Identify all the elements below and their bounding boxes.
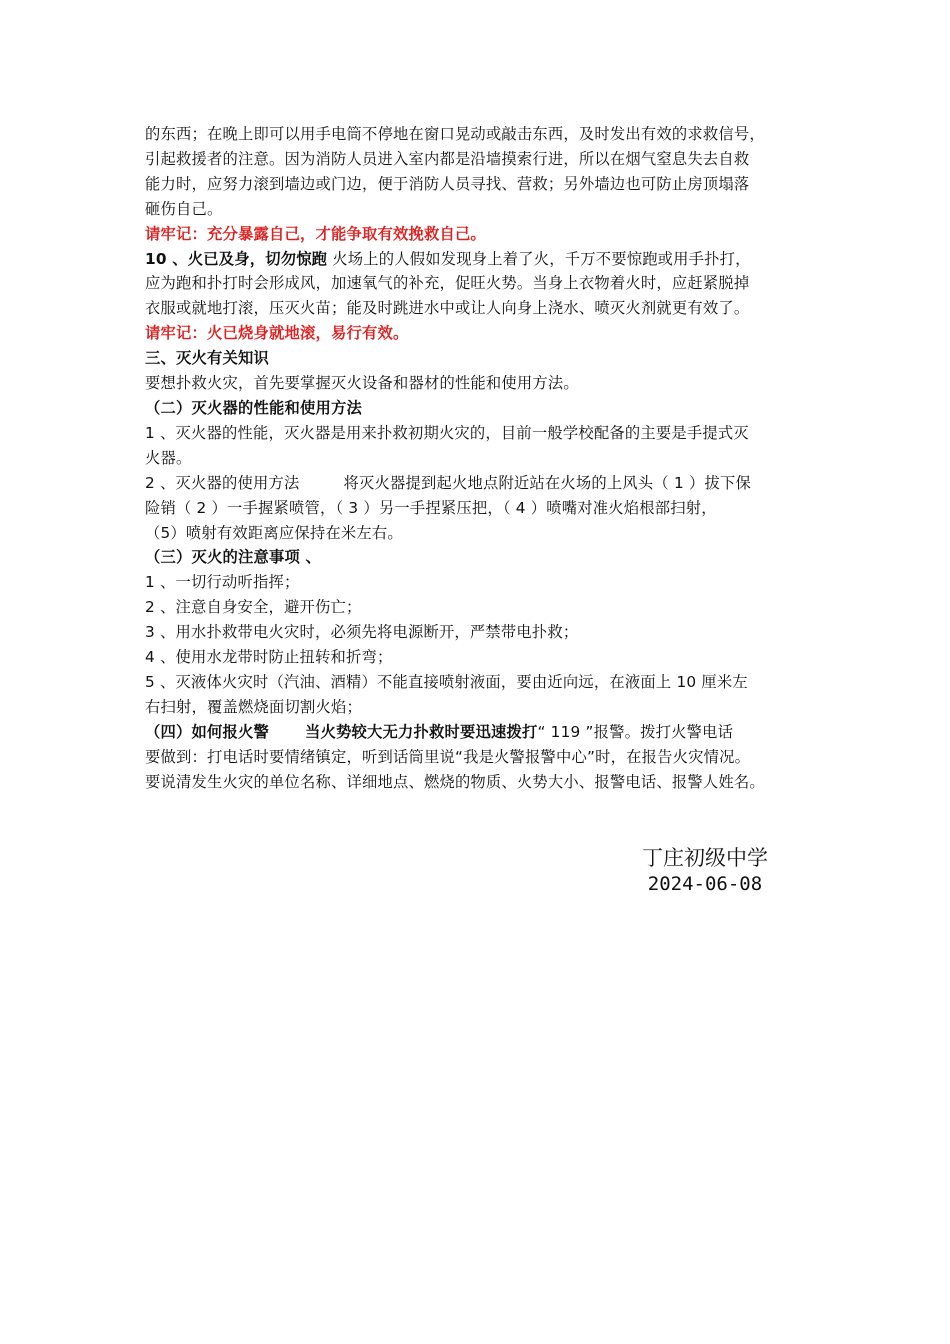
document-body [145, 122, 810, 794]
sub4-line1-rest: “ 119 ”报警。拨打火警电话 [537, 722, 734, 741]
remember-note-1: 请牢记：充分暴露自己，才能争取有效挽救自己。 [145, 224, 486, 243]
sub2-item1-line2: 火器。 [145, 448, 192, 467]
remember-note-2: 请牢记：火已烧身就地滚，易行有效。 [145, 324, 409, 343]
item10-line1 [145, 247, 810, 272]
sub3-item: 5 、灭液体火灾时（汽油、酒精）不能直接喷射液面，要由近向远，在液面上 10 厘米左 [145, 672, 748, 691]
sub4-line1 [145, 720, 810, 745]
signature-block [620, 844, 790, 896]
sub2-item2-line2: 险销（ 2 ）一手握紧喷管，（ 3 ）另一手捏紧压把，（ 4 ）喷嘴对准火焰根部扫射， [145, 498, 717, 517]
item10-heading: 10 、火已及身，切勿惊跑 [145, 249, 328, 268]
sub4-bold-text: 当火势较大无力扑救时要迅速拨打 [304, 722, 538, 741]
sub2-title: （二）灭火器的性能和使用方法 [145, 398, 362, 417]
school-name: 丁庄初级中学 [642, 846, 768, 870]
sub3-item: 右扫射，覆盖燃烧面切割火焰； [145, 697, 362, 716]
sub3-item: 1 、一切行动听指挥； [145, 573, 300, 592]
sub2-item2-label: 2 、灭火器的使用方法 [145, 473, 300, 492]
para1-line1: 的东西；在晚上即可以用手电筒不停地在窗口晃动或敲击东西，及时发出有效的求救信号， [145, 125, 765, 143]
sub3-item: 3 、用水扑救带电火灾时，必须先将电源断开，严禁带电扑救； [145, 623, 579, 642]
para1-line2: 引起救援者的注意。因为消防人员进入室内都是沿墙摸索行进，所以在烟气窒息失去自救 [145, 149, 750, 168]
sub4-line3: 要说清发生火灾的单位名称、详细地点、燃烧的物质、火势大小、报警电话、报警人姓名。 [145, 772, 765, 791]
sub2-item2-line3: （5）喷射有效距离应保持在米左右。 [145, 523, 403, 542]
item10-line3: 衣服或就地打滚，压灭火苗；能及时跳进水中或让人向身上浇水、喷灭火剂就更有效了。 [145, 299, 750, 318]
sub2-item1-line1: 1 、灭火器的性能，灭火器是用来扑救初期火灾的，目前一般学校配备的主要是手提式灭 [145, 423, 749, 442]
sub3-title: （三）灭火的注意事项 、 [145, 548, 321, 567]
item10-text: 火场上的人假如发现身上着了火，千万不要惊跑或用手扑打， [327, 249, 751, 268]
para1-line3: 能力时，应努力滚到墙边或门边，便于消防人员寻找、营救；另外墙边也可防止房顶塌落 [145, 174, 750, 193]
signature-date: 2024-06-08 [647, 873, 763, 895]
para1-line4: 砸伤自己。 [145, 199, 223, 218]
sub4-line2: 要做到：打电话时要情绪镇定，听到话筒里说“我是火警报警中心”时，在报告火灾情况。 [145, 747, 751, 766]
section3-intro: 要想扑救火灾，首先要掌握灭火设备和器材的性能和使用方法。 [145, 374, 579, 393]
sub2-item2-line1 [145, 471, 810, 496]
sub4-title: （四）如何报火警 [145, 722, 269, 741]
item10-line2: 应为跑和扑打时会形成风，加速氧气的补充，促旺火势。当身上衣物着火时，应赶紧脱掉 [145, 274, 750, 293]
sub2-item2-text: 将灭火器提到起火地点附近站在火场的上风头（ 1 ）拔下保 [343, 473, 751, 492]
sub3-item: 4 、使用水龙带时防止扭转和折弯； [145, 648, 393, 667]
sub3-item: 2 、注意自身安全，避开伤亡； [145, 598, 362, 617]
section3-title: 三、灭火有关知识 [145, 349, 269, 368]
